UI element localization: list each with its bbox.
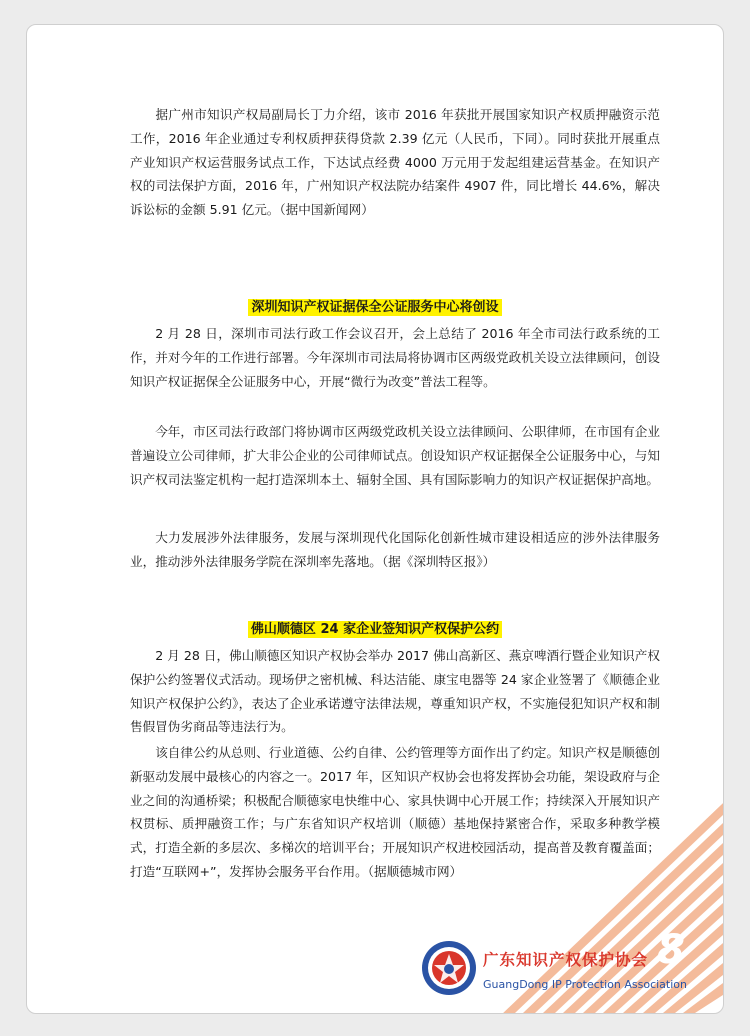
heading-highlight: 深圳知识产权证据保全公证服务中心将创设 [248,299,501,316]
article-paragraph-foshan-2: 该自律公约从总则、行业道德、公约自律、公约管理等方面作出了约定。知识产权是顺德创新驱动发展中最核心的内容之一。2017 年，区知识产权协会也将发挥协会功能，架设政府与企业之间的沟通桥梁；积极配合顺德家电快维中心、家具快调中心开展工作；持续深入开展知识产权贯标、质押融资工作；与广东省知识产权培训（顺德）基地保持紧密合作，采取多种教学模式，打造全新的多层次、多梯次的培训平台；开展知识产权进校园活动，提高普及教育覆盖面；打造“互联网+”，发挥协会服务平台作用。（据顺德城市网） [130,745,660,879]
article-paragraph-shenzhen-2: 今年，市区司法行政部门将协调市区两级党政机关设立法律顾问、公职律师，在市国有企业普遍设立公司律师，扩大非公企业的公司律师试点。创设知识产权证据保全公证服务中心，与知识产权司法鉴定机构一起打造深圳本土、辐射全国、具有国际影响力的知识产权证据保护高地。 [130,424,660,487]
section-heading-shenzhen [27,298,723,318]
footer-org-name-en: GuangDong IP Protection Association [483,978,687,991]
heading-highlight: 佛山顺德区 24 家企业签知识产权保护公约 [248,621,502,638]
article-paragraph-shenzhen-1: 2 月 28 日，深圳市司法行政工作会议召开，会上总结了 2016 年全市司法行政系统的工作，并对今年的工作进行部署。今年深圳市司法局将协调市区两级党政机关设立法律顾问，创设知识产权证据保全公证服务中心，开展“微行为改变”普法工程等。 [130,326,660,389]
article-paragraph-guangzhou: 据广州市知识产权局副局长丁力介绍，该市 2016 年获批开展国家知识产权质押融资示范工作，2016 年企业通过专利权质押获得贷款 2.39 亿元（人民币，下同）。同时获批开展重点产业知识产权运营服务试点工作，下达试点经费 4000 万元用于发起组建运营基金。在知识产权的司法保护方面，2016 年，广州知识产权法院办结案件 4907 件，同比增长 44.6%，解决诉讼标的金额 5.91 亿元。（据中国新闻网） [130,107,660,218]
footer-org-name-cn: 广东知识产权保护协会 [483,951,649,969]
association-seal-icon [420,939,478,997]
section-heading-foshan [27,620,723,640]
article-paragraph-foshan-1: 2 月 28 日，佛山顺德区知识产权协会举办 2017 佛山高新区、燕京啤酒行暨企业知识产权保护公约签署仪式活动。现场伊之密机械、科达洁能、康宝电器等 24 家企业签署了《顺德企业知识产权保护公约》，表达了企业承诺遵守法律法规，尊重知识产权，不实施侵犯知识产权和制售假冒伪劣商品等违法行为。 [130,648,660,735]
article-paragraph-shenzhen-3: 大力发展涉外法律服务，发展与深圳现代化国际化创新性城市建设相适应的涉外法律服务业，推动涉外法律服务学院在深圳率先落地。（据《深圳特区报》） [130,530,660,569]
page-number: 8 [657,927,685,973]
document-page [26,24,724,1014]
